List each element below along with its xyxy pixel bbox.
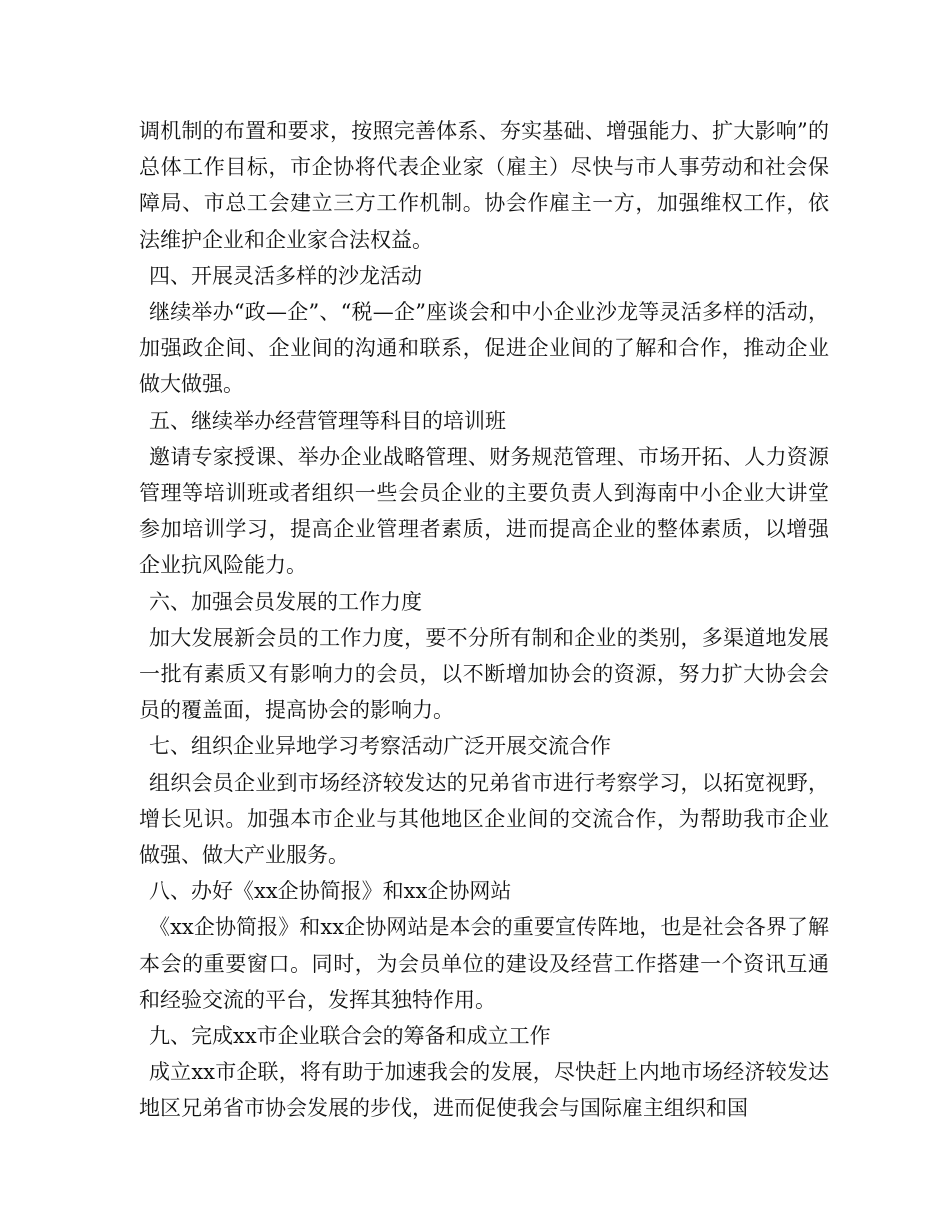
section-heading-4: 四、开展灵活多样的沙龙活动 [149, 263, 422, 288]
section-heading-8: 八、办好《xx企协简报》和xx企协网站 [149, 879, 512, 904]
paragraph-section-5: 邀请专家授课、举办企业战略管理、财务规范管理、市场开拓、人力资源管理等培训班或者组织一些会员企业的主要负责人到海南中小企业大讲堂参加培训学习，提高企业管理者素质，进而提高企业的整体素质，以增强企业抗风险能力。 [139, 444, 829, 578]
section-heading-6: 六、加强会员发展的工作力度 [149, 589, 422, 614]
document-body [139, 113, 829, 1127]
section-heading-5: 五、继续举办经营管理等科目的培训班 [149, 408, 506, 433]
paragraph-continuation: 调机制的布置和要求，按照完善体系、夯实基础、增强能力、扩大影响”的总体工作目标，市企协将代表企业家（雇主）尽快与市人事劳动和社会保障局、市总工会建立三方工作机制。协会作雇主一方，加强维权工作，依法维护企业和企业家合法权益。 [139, 119, 829, 252]
paragraph-section-4: 继续举办“政—企”、“税—企”座谈会和中小企业沙龙等灵活多样的活动，加强政企间、企业间的沟通和联系，促进企业间的了解和合作，推动企业做大做强。 [139, 300, 829, 397]
section-heading-9: 九、完成xx市企业联合会的筹备和成立工作 [149, 1024, 551, 1049]
section-heading-7: 七、组织企业异地学习考察活动广泛开展交流合作 [149, 734, 611, 759]
paragraph-section-8: 《xx企协简报》和xx企协网站是本会的重要宣传阵地，也是社会各界了解本会的重要窗口。同时，为会员单位的建设及经营工作搭建一个资讯互通和经验交流的平台，发挥其独特作用。 [139, 915, 829, 1012]
paragraph-section-7: 组织会员企业到市场经济较发达的兄弟省市进行考察学习，以拓宽视野，增长见识。加强本市企业与其他地区企业间的交流合作，为帮助我市企业做强、做大产业服务。 [139, 770, 829, 868]
paragraph-section-6: 加大发展新会员的工作力度，要不分所有制和企业的类别，多渠道地发展一批有素质又有影响力的会员，以不断增加协会的资源，努力扩大协会会员的覆盖面，提高协会的影响力。 [139, 625, 829, 723]
paragraph-section-9: 成立xx市企联，将有助于加速我会的发展，尽快赶上内地市场经济较发达地区兄弟省市协会发展的步伐，进而促使我会与国际雇主组织和国 [139, 1060, 829, 1121]
